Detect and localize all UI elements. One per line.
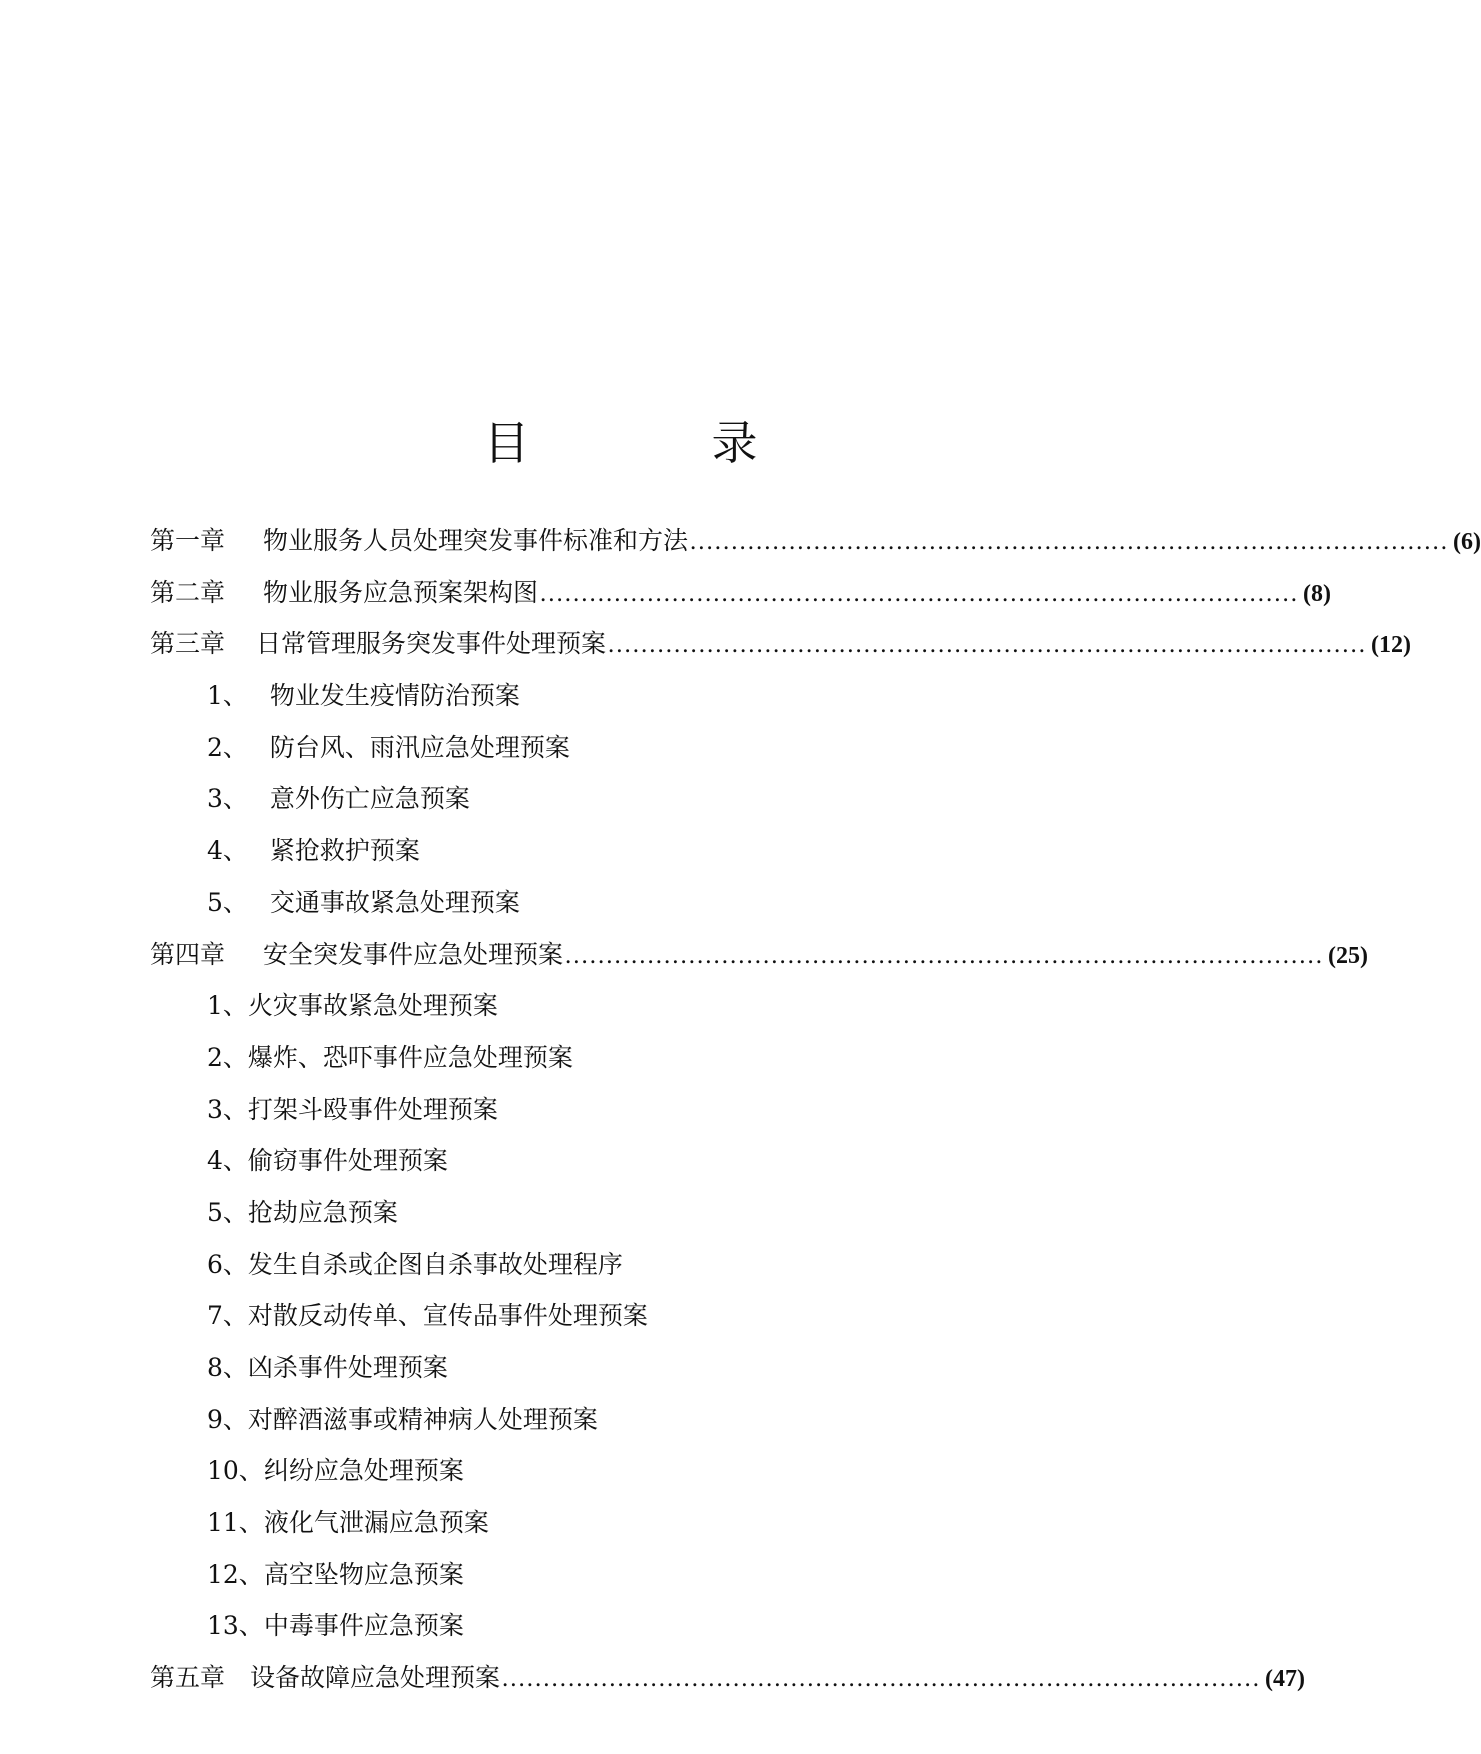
toc-item[interactable] (150, 1394, 910, 1446)
item-number: 3、 (207, 784, 248, 814)
item-number: 3、 (207, 1094, 248, 1124)
item-number: 5、 (207, 1197, 248, 1227)
item-title: 打架斗殴事件处理预案 (247, 1094, 498, 1124)
dot-leader: ............................................................................................ (608, 631, 1368, 659)
toc-item[interactable] (150, 1549, 910, 1601)
page-title: 目 录 (483, 416, 826, 470)
item-number: 9、 (207, 1404, 248, 1434)
item-title: 高空坠物应急预案 (263, 1559, 464, 1589)
item-number: 4、 (207, 1146, 248, 1176)
item-title: 防台风、雨汛应急处理预案 (269, 732, 570, 762)
item-title: 对醉酒滋事或精神病人处理预案 (247, 1404, 598, 1434)
toc-chapter-2[interactable] (150, 567, 1332, 619)
page-reference: (8) (1303, 580, 1332, 607)
item-title: 对散反动传单、宣传品事件处理预案 (247, 1301, 648, 1331)
item-title: 交通事故紧急处理预案 (269, 887, 520, 917)
dot-leader: ............................................................................................ (690, 528, 1450, 555)
toc-item[interactable] (150, 1600, 910, 1652)
page-reference: (6) (1453, 529, 1481, 555)
item-title: 凶杀事件处理预案 (247, 1353, 448, 1382)
toc-chapter-1[interactable] (150, 515, 1481, 567)
chapter-number: 第四章 (150, 939, 226, 969)
toc-item[interactable] (150, 1032, 910, 1084)
item-number: 7、 (207, 1301, 248, 1331)
toc-item[interactable] (150, 877, 910, 929)
toc-item[interactable] (150, 1290, 910, 1342)
item-number: 11、 (207, 1508, 264, 1538)
item-title: 爆炸、恐吓事件应急处理预案 (247, 1042, 573, 1072)
dot-leader: ............................................................................................ (565, 941, 1325, 969)
item-title: 偷窃事件处理预案 (247, 1146, 448, 1176)
item-title: 液化气泄漏应急预案 (263, 1508, 489, 1538)
toc-item[interactable] (150, 1084, 910, 1136)
chapter-title: 安全突发事件应急处理预案 (263, 939, 564, 969)
toc-item[interactable] (150, 773, 910, 825)
page-reference: (12) (1371, 632, 1412, 659)
toc-item[interactable] (150, 1187, 910, 1239)
chapter-title: 物业服务应急预案架构图 (263, 577, 539, 607)
toc-item[interactable] (150, 1239, 910, 1291)
item-title: 物业发生疫情防治预案 (269, 681, 520, 711)
item-number: 13、 (207, 1611, 264, 1641)
toc-chapter-4[interactable] (150, 929, 1369, 981)
item-title: 火灾事故紧急处理预案 (247, 991, 498, 1021)
item-title: 意外伤亡应急预案 (269, 784, 470, 814)
page-reference: (25) (1328, 942, 1369, 969)
page-reference: (47) (1265, 1666, 1306, 1693)
toc-item[interactable] (150, 980, 910, 1032)
item-number: 8、 (207, 1353, 248, 1382)
chapter-number: 第二章 (150, 577, 226, 607)
item-number: 1、 (207, 991, 248, 1021)
item-number: 10、 (207, 1456, 264, 1486)
item-number: 2、 (207, 732, 248, 762)
item-number: 2、 (207, 1042, 248, 1072)
chapter-title: 物业服务人员处理突发事件标准和方法 (263, 526, 689, 555)
item-number: 1、 (207, 681, 248, 711)
item-number: 6、 (207, 1249, 248, 1279)
table-of-contents (150, 515, 1481, 1704)
item-title: 纠纷应急处理预案 (263, 1456, 464, 1486)
chapter-number: 第三章 (150, 629, 226, 659)
toc-item[interactable] (150, 1342, 910, 1394)
toc-item[interactable] (150, 825, 910, 877)
item-title: 发生自杀或企图自杀事故处理程序 (247, 1249, 623, 1279)
toc-item[interactable] (150, 1445, 910, 1497)
item-title: 紧抢救护预案 (269, 836, 420, 866)
chapter-number: 第一章 (150, 526, 226, 555)
chapter-number: 第五章 (150, 1663, 226, 1693)
dot-leader: ............................................................................................ (540, 579, 1300, 607)
toc-item[interactable] (150, 722, 910, 774)
item-title: 抢劫应急预案 (247, 1197, 398, 1227)
chapter-title: 日常管理服务突发事件处理预案 (256, 629, 607, 659)
toc-chapter-3[interactable] (150, 618, 1412, 670)
toc-item[interactable] (150, 1135, 910, 1187)
chapter-title: 设备故障应急处理预案 (250, 1663, 501, 1693)
toc-item[interactable] (150, 670, 910, 722)
toc-chapter-5[interactable] (150, 1652, 1306, 1704)
toc-item[interactable] (150, 1497, 910, 1549)
item-number: 5、 (207, 887, 248, 917)
item-title: 中毒事件应急预案 (263, 1611, 464, 1641)
dot-leader: ............................................................................................ (502, 1665, 1262, 1693)
item-number: 4、 (207, 836, 248, 866)
item-number: 12、 (207, 1559, 264, 1589)
